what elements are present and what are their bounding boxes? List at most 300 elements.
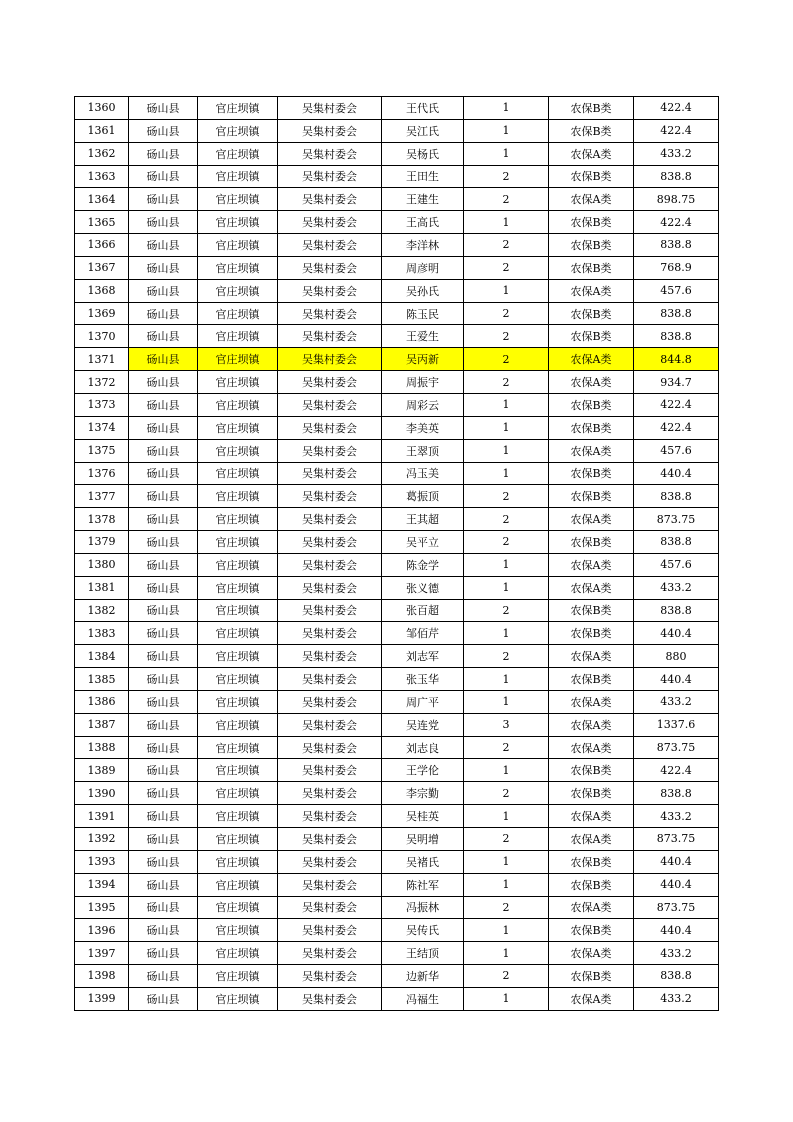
village-cell: 吴集村委会 bbox=[278, 416, 382, 439]
row-number-cell: 1389 bbox=[75, 759, 129, 782]
count-cell: 1 bbox=[464, 279, 549, 302]
name-cell: 刘志良 bbox=[382, 736, 464, 759]
amount-cell: 422.4 bbox=[634, 211, 719, 234]
category-cell: 农保A类 bbox=[549, 805, 634, 828]
county-cell: 砀山县 bbox=[129, 919, 198, 942]
count-cell: 1 bbox=[464, 211, 549, 234]
row-number-cell: 1377 bbox=[75, 485, 129, 508]
town-cell: 官庄坝镇 bbox=[198, 439, 278, 462]
row-number-cell: 1396 bbox=[75, 919, 129, 942]
village-cell: 吴集村委会 bbox=[278, 759, 382, 782]
row-number-cell: 1368 bbox=[75, 279, 129, 302]
count-cell: 1 bbox=[464, 805, 549, 828]
town-cell: 官庄坝镇 bbox=[198, 279, 278, 302]
name-cell: 王建生 bbox=[382, 188, 464, 211]
row-number-cell: 1369 bbox=[75, 302, 129, 325]
count-cell: 2 bbox=[464, 485, 549, 508]
category-cell: 农保A类 bbox=[549, 896, 634, 919]
village-cell: 吴集村委会 bbox=[278, 119, 382, 142]
category-cell: 农保A类 bbox=[549, 828, 634, 851]
name-cell: 周彦明 bbox=[382, 256, 464, 279]
amount-cell: 844.8 bbox=[634, 348, 719, 371]
amount-cell: 422.4 bbox=[634, 759, 719, 782]
village-cell: 吴集村委会 bbox=[278, 622, 382, 645]
name-cell: 刘志军 bbox=[382, 645, 464, 668]
table-row bbox=[75, 371, 719, 394]
village-cell: 吴集村委会 bbox=[278, 371, 382, 394]
town-cell: 官庄坝镇 bbox=[198, 645, 278, 668]
county-cell: 砀山县 bbox=[129, 279, 198, 302]
row-number-cell: 1363 bbox=[75, 165, 129, 188]
county-cell: 砀山县 bbox=[129, 371, 198, 394]
row-number-cell: 1386 bbox=[75, 690, 129, 713]
category-cell: 农保A类 bbox=[549, 142, 634, 165]
amount-cell: 422.4 bbox=[634, 393, 719, 416]
village-cell: 吴集村委会 bbox=[278, 439, 382, 462]
name-cell: 陈玉民 bbox=[382, 302, 464, 325]
town-cell: 官庄坝镇 bbox=[198, 965, 278, 988]
village-cell: 吴集村委会 bbox=[278, 736, 382, 759]
count-cell: 1 bbox=[464, 759, 549, 782]
county-cell: 砀山县 bbox=[129, 531, 198, 554]
row-number-cell: 1366 bbox=[75, 234, 129, 257]
village-cell: 吴集村委会 bbox=[278, 256, 382, 279]
table-row bbox=[75, 873, 719, 896]
name-cell: 吴江氏 bbox=[382, 119, 464, 142]
row-number-cell: 1388 bbox=[75, 736, 129, 759]
row-number-cell: 1362 bbox=[75, 142, 129, 165]
name-cell: 吴连党 bbox=[382, 713, 464, 736]
count-cell: 2 bbox=[464, 508, 549, 531]
county-cell: 砀山县 bbox=[129, 119, 198, 142]
category-cell: 农保B类 bbox=[549, 919, 634, 942]
row-number-cell: 1364 bbox=[75, 188, 129, 211]
name-cell: 张百超 bbox=[382, 599, 464, 622]
town-cell: 官庄坝镇 bbox=[198, 165, 278, 188]
village-cell: 吴集村委会 bbox=[278, 645, 382, 668]
category-cell: 农保B类 bbox=[549, 119, 634, 142]
count-cell: 1 bbox=[464, 668, 549, 691]
village-cell: 吴集村委会 bbox=[278, 713, 382, 736]
category-cell: 农保A类 bbox=[549, 439, 634, 462]
table-row bbox=[75, 439, 719, 462]
row-number-cell: 1370 bbox=[75, 325, 129, 348]
amount-cell: 457.6 bbox=[634, 439, 719, 462]
county-cell: 砀山县 bbox=[129, 416, 198, 439]
count-cell: 1 bbox=[464, 416, 549, 439]
county-cell: 砀山县 bbox=[129, 736, 198, 759]
county-cell: 砀山县 bbox=[129, 690, 198, 713]
name-cell: 周广平 bbox=[382, 690, 464, 713]
name-cell: 王高氏 bbox=[382, 211, 464, 234]
category-cell: 农保B类 bbox=[549, 599, 634, 622]
town-cell: 官庄坝镇 bbox=[198, 759, 278, 782]
category-cell: 农保B类 bbox=[549, 416, 634, 439]
county-cell: 砀山县 bbox=[129, 462, 198, 485]
count-cell: 1 bbox=[464, 622, 549, 645]
count-cell: 1 bbox=[464, 439, 549, 462]
category-cell: 农保B类 bbox=[549, 462, 634, 485]
row-number-cell: 1391 bbox=[75, 805, 129, 828]
name-cell: 吴杨氏 bbox=[382, 142, 464, 165]
table-row bbox=[75, 416, 719, 439]
amount-cell: 873.75 bbox=[634, 828, 719, 851]
row-number-cell: 1367 bbox=[75, 256, 129, 279]
count-cell: 1 bbox=[464, 393, 549, 416]
row-number-cell: 1397 bbox=[75, 942, 129, 965]
category-cell: 农保A类 bbox=[549, 987, 634, 1010]
category-cell: 农保A类 bbox=[549, 371, 634, 394]
amount-cell: 838.8 bbox=[634, 599, 719, 622]
table-row bbox=[75, 325, 719, 348]
amount-cell: 1337.6 bbox=[634, 713, 719, 736]
county-cell: 砀山县 bbox=[129, 325, 198, 348]
count-cell: 2 bbox=[464, 234, 549, 257]
town-cell: 官庄坝镇 bbox=[198, 234, 278, 257]
county-cell: 砀山县 bbox=[129, 713, 198, 736]
county-cell: 砀山县 bbox=[129, 256, 198, 279]
count-cell: 1 bbox=[464, 462, 549, 485]
town-cell: 官庄坝镇 bbox=[198, 393, 278, 416]
town-cell: 官庄坝镇 bbox=[198, 348, 278, 371]
count-cell: 2 bbox=[464, 828, 549, 851]
table-row bbox=[75, 965, 719, 988]
row-number-cell: 1379 bbox=[75, 531, 129, 554]
category-cell: 农保A类 bbox=[549, 576, 634, 599]
name-cell: 李洋林 bbox=[382, 234, 464, 257]
county-cell: 砀山县 bbox=[129, 234, 198, 257]
name-cell: 王代氏 bbox=[382, 97, 464, 120]
county-cell: 砀山县 bbox=[129, 188, 198, 211]
count-cell: 1 bbox=[464, 942, 549, 965]
village-cell: 吴集村委会 bbox=[278, 508, 382, 531]
amount-cell: 422.4 bbox=[634, 416, 719, 439]
county-cell: 砀山县 bbox=[129, 485, 198, 508]
table-row bbox=[75, 622, 719, 645]
county-cell: 砀山县 bbox=[129, 97, 198, 120]
row-number-cell: 1376 bbox=[75, 462, 129, 485]
town-cell: 官庄坝镇 bbox=[198, 987, 278, 1010]
amount-cell: 440.4 bbox=[634, 668, 719, 691]
table-row bbox=[75, 188, 719, 211]
name-cell: 冯福生 bbox=[382, 987, 464, 1010]
row-number-cell: 1361 bbox=[75, 119, 129, 142]
count-cell: 2 bbox=[464, 736, 549, 759]
table-row bbox=[75, 759, 719, 782]
row-number-cell: 1387 bbox=[75, 713, 129, 736]
table-row bbox=[75, 919, 719, 942]
category-cell: 农保B类 bbox=[549, 782, 634, 805]
village-cell: 吴集村委会 bbox=[278, 896, 382, 919]
county-cell: 砀山县 bbox=[129, 142, 198, 165]
amount-cell: 838.8 bbox=[634, 485, 719, 508]
count-cell: 2 bbox=[464, 645, 549, 668]
category-cell: 农保B类 bbox=[549, 759, 634, 782]
name-cell: 李宗勤 bbox=[382, 782, 464, 805]
village-cell: 吴集村委会 bbox=[278, 987, 382, 1010]
count-cell: 2 bbox=[464, 371, 549, 394]
amount-cell: 433.2 bbox=[634, 942, 719, 965]
category-cell: 农保B类 bbox=[549, 393, 634, 416]
table-row bbox=[75, 165, 719, 188]
county-cell: 砀山县 bbox=[129, 348, 198, 371]
name-cell: 冯振林 bbox=[382, 896, 464, 919]
table-row bbox=[75, 348, 719, 371]
count-cell: 1 bbox=[464, 873, 549, 896]
village-cell: 吴集村委会 bbox=[278, 828, 382, 851]
row-number-cell: 1383 bbox=[75, 622, 129, 645]
table-row bbox=[75, 690, 719, 713]
amount-cell: 838.8 bbox=[634, 325, 719, 348]
table-row bbox=[75, 531, 719, 554]
row-number-cell: 1390 bbox=[75, 782, 129, 805]
name-cell: 张玉华 bbox=[382, 668, 464, 691]
village-cell: 吴集村委会 bbox=[278, 553, 382, 576]
beneficiary-table bbox=[74, 96, 719, 1011]
name-cell: 张义德 bbox=[382, 576, 464, 599]
row-number-cell: 1374 bbox=[75, 416, 129, 439]
town-cell: 官庄坝镇 bbox=[198, 896, 278, 919]
table-row bbox=[75, 119, 719, 142]
name-cell: 吴丙新 bbox=[382, 348, 464, 371]
village-cell: 吴集村委会 bbox=[278, 234, 382, 257]
category-cell: 农保B类 bbox=[549, 234, 634, 257]
amount-cell: 433.2 bbox=[634, 987, 719, 1010]
village-cell: 吴集村委会 bbox=[278, 805, 382, 828]
name-cell: 王结顶 bbox=[382, 942, 464, 965]
amount-cell: 838.8 bbox=[634, 965, 719, 988]
town-cell: 官庄坝镇 bbox=[198, 302, 278, 325]
category-cell: 农保A类 bbox=[549, 942, 634, 965]
amount-cell: 838.8 bbox=[634, 165, 719, 188]
count-cell: 2 bbox=[464, 165, 549, 188]
row-number-cell: 1393 bbox=[75, 850, 129, 873]
county-cell: 砀山县 bbox=[129, 942, 198, 965]
village-cell: 吴集村委会 bbox=[278, 188, 382, 211]
row-number-cell: 1360 bbox=[75, 97, 129, 120]
name-cell: 吴孙氏 bbox=[382, 279, 464, 302]
category-cell: 农保B类 bbox=[549, 965, 634, 988]
county-cell: 砀山县 bbox=[129, 645, 198, 668]
county-cell: 砀山县 bbox=[129, 599, 198, 622]
category-cell: 农保B类 bbox=[549, 531, 634, 554]
name-cell: 吴桂英 bbox=[382, 805, 464, 828]
table-row bbox=[75, 97, 719, 120]
name-cell: 吴传氏 bbox=[382, 919, 464, 942]
town-cell: 官庄坝镇 bbox=[198, 873, 278, 896]
row-number-cell: 1392 bbox=[75, 828, 129, 851]
town-cell: 官庄坝镇 bbox=[198, 668, 278, 691]
amount-cell: 898.75 bbox=[634, 188, 719, 211]
county-cell: 砀山县 bbox=[129, 439, 198, 462]
town-cell: 官庄坝镇 bbox=[198, 782, 278, 805]
table-row bbox=[75, 485, 719, 508]
village-cell: 吴集村委会 bbox=[278, 531, 382, 554]
village-cell: 吴集村委会 bbox=[278, 462, 382, 485]
category-cell: 农保A类 bbox=[549, 736, 634, 759]
town-cell: 官庄坝镇 bbox=[198, 553, 278, 576]
name-cell: 李美英 bbox=[382, 416, 464, 439]
village-cell: 吴集村委会 bbox=[278, 279, 382, 302]
count-cell: 2 bbox=[464, 599, 549, 622]
amount-cell: 440.4 bbox=[634, 622, 719, 645]
town-cell: 官庄坝镇 bbox=[198, 416, 278, 439]
table-row bbox=[75, 256, 719, 279]
row-number-cell: 1381 bbox=[75, 576, 129, 599]
count-cell: 1 bbox=[464, 690, 549, 713]
name-cell: 邹佰芹 bbox=[382, 622, 464, 645]
town-cell: 官庄坝镇 bbox=[198, 713, 278, 736]
amount-cell: 838.8 bbox=[634, 302, 719, 325]
table-row bbox=[75, 211, 719, 234]
village-cell: 吴集村委会 bbox=[278, 325, 382, 348]
town-cell: 官庄坝镇 bbox=[198, 188, 278, 211]
village-cell: 吴集村委会 bbox=[278, 97, 382, 120]
table-row bbox=[75, 576, 719, 599]
category-cell: 农保B类 bbox=[549, 622, 634, 645]
name-cell: 王学伦 bbox=[382, 759, 464, 782]
count-cell: 2 bbox=[464, 896, 549, 919]
county-cell: 砀山县 bbox=[129, 828, 198, 851]
category-cell: 农保B类 bbox=[549, 97, 634, 120]
category-cell: 农保B类 bbox=[549, 211, 634, 234]
name-cell: 王翠顶 bbox=[382, 439, 464, 462]
name-cell: 吴明增 bbox=[382, 828, 464, 851]
table-row bbox=[75, 508, 719, 531]
village-cell: 吴集村委会 bbox=[278, 599, 382, 622]
table-row bbox=[75, 142, 719, 165]
amount-cell: 838.8 bbox=[634, 782, 719, 805]
table-row bbox=[75, 302, 719, 325]
count-cell: 2 bbox=[464, 188, 549, 211]
count-cell: 1 bbox=[464, 97, 549, 120]
category-cell: 农保A类 bbox=[549, 188, 634, 211]
table-row bbox=[75, 850, 719, 873]
name-cell: 王田生 bbox=[382, 165, 464, 188]
count-cell: 1 bbox=[464, 553, 549, 576]
town-cell: 官庄坝镇 bbox=[198, 690, 278, 713]
document-page bbox=[74, 96, 719, 1011]
county-cell: 砀山县 bbox=[129, 805, 198, 828]
count-cell: 2 bbox=[464, 256, 549, 279]
village-cell: 吴集村委会 bbox=[278, 576, 382, 599]
amount-cell: 873.75 bbox=[634, 896, 719, 919]
town-cell: 官庄坝镇 bbox=[198, 142, 278, 165]
county-cell: 砀山县 bbox=[129, 165, 198, 188]
county-cell: 砀山县 bbox=[129, 668, 198, 691]
category-cell: 农保A类 bbox=[549, 690, 634, 713]
town-cell: 官庄坝镇 bbox=[198, 828, 278, 851]
town-cell: 官庄坝镇 bbox=[198, 256, 278, 279]
town-cell: 官庄坝镇 bbox=[198, 119, 278, 142]
amount-cell: 440.4 bbox=[634, 873, 719, 896]
town-cell: 官庄坝镇 bbox=[198, 576, 278, 599]
county-cell: 砀山县 bbox=[129, 782, 198, 805]
county-cell: 砀山县 bbox=[129, 759, 198, 782]
town-cell: 官庄坝镇 bbox=[198, 736, 278, 759]
town-cell: 官庄坝镇 bbox=[198, 485, 278, 508]
count-cell: 2 bbox=[464, 325, 549, 348]
county-cell: 砀山县 bbox=[129, 302, 198, 325]
county-cell: 砀山县 bbox=[129, 622, 198, 645]
name-cell: 冯玉美 bbox=[382, 462, 464, 485]
category-cell: 农保B类 bbox=[549, 165, 634, 188]
amount-cell: 440.4 bbox=[634, 919, 719, 942]
town-cell: 官庄坝镇 bbox=[198, 919, 278, 942]
name-cell: 周振宇 bbox=[382, 371, 464, 394]
table-row bbox=[75, 805, 719, 828]
table-row bbox=[75, 828, 719, 851]
table-row bbox=[75, 462, 719, 485]
table-row bbox=[75, 279, 719, 302]
county-cell: 砀山县 bbox=[129, 987, 198, 1010]
amount-cell: 838.8 bbox=[634, 531, 719, 554]
table-row bbox=[75, 668, 719, 691]
row-number-cell: 1385 bbox=[75, 668, 129, 691]
count-cell: 2 bbox=[464, 348, 549, 371]
table-row bbox=[75, 782, 719, 805]
village-cell: 吴集村委会 bbox=[278, 919, 382, 942]
county-cell: 砀山县 bbox=[129, 393, 198, 416]
town-cell: 官庄坝镇 bbox=[198, 622, 278, 645]
town-cell: 官庄坝镇 bbox=[198, 805, 278, 828]
town-cell: 官庄坝镇 bbox=[198, 531, 278, 554]
amount-cell: 433.2 bbox=[634, 690, 719, 713]
count-cell: 1 bbox=[464, 142, 549, 165]
table-body bbox=[75, 97, 719, 1011]
count-cell: 2 bbox=[464, 782, 549, 805]
town-cell: 官庄坝镇 bbox=[198, 325, 278, 348]
county-cell: 砀山县 bbox=[129, 965, 198, 988]
category-cell: 农保B类 bbox=[549, 873, 634, 896]
name-cell: 王爱生 bbox=[382, 325, 464, 348]
town-cell: 官庄坝镇 bbox=[198, 599, 278, 622]
row-number-cell: 1394 bbox=[75, 873, 129, 896]
amount-cell: 457.6 bbox=[634, 279, 719, 302]
table-row bbox=[75, 736, 719, 759]
village-cell: 吴集村委会 bbox=[278, 302, 382, 325]
village-cell: 吴集村委会 bbox=[278, 348, 382, 371]
name-cell: 吴褚氏 bbox=[382, 850, 464, 873]
amount-cell: 433.2 bbox=[634, 805, 719, 828]
table-row bbox=[75, 645, 719, 668]
amount-cell: 768.9 bbox=[634, 256, 719, 279]
table-row bbox=[75, 896, 719, 919]
row-number-cell: 1382 bbox=[75, 599, 129, 622]
table-row bbox=[75, 713, 719, 736]
village-cell: 吴集村委会 bbox=[278, 942, 382, 965]
count-cell: 1 bbox=[464, 919, 549, 942]
village-cell: 吴集村委会 bbox=[278, 485, 382, 508]
category-cell: 农保A类 bbox=[549, 645, 634, 668]
village-cell: 吴集村委会 bbox=[278, 965, 382, 988]
village-cell: 吴集村委会 bbox=[278, 165, 382, 188]
count-cell: 1 bbox=[464, 987, 549, 1010]
town-cell: 官庄坝镇 bbox=[198, 850, 278, 873]
category-cell: 农保A类 bbox=[549, 508, 634, 531]
row-number-cell: 1371 bbox=[75, 348, 129, 371]
name-cell: 吴平立 bbox=[382, 531, 464, 554]
name-cell: 边新华 bbox=[382, 965, 464, 988]
county-cell: 砀山县 bbox=[129, 211, 198, 234]
amount-cell: 934.7 bbox=[634, 371, 719, 394]
county-cell: 砀山县 bbox=[129, 873, 198, 896]
amount-cell: 422.4 bbox=[634, 97, 719, 120]
category-cell: 农保A类 bbox=[549, 553, 634, 576]
amount-cell: 433.2 bbox=[634, 576, 719, 599]
town-cell: 官庄坝镇 bbox=[198, 462, 278, 485]
town-cell: 官庄坝镇 bbox=[198, 211, 278, 234]
